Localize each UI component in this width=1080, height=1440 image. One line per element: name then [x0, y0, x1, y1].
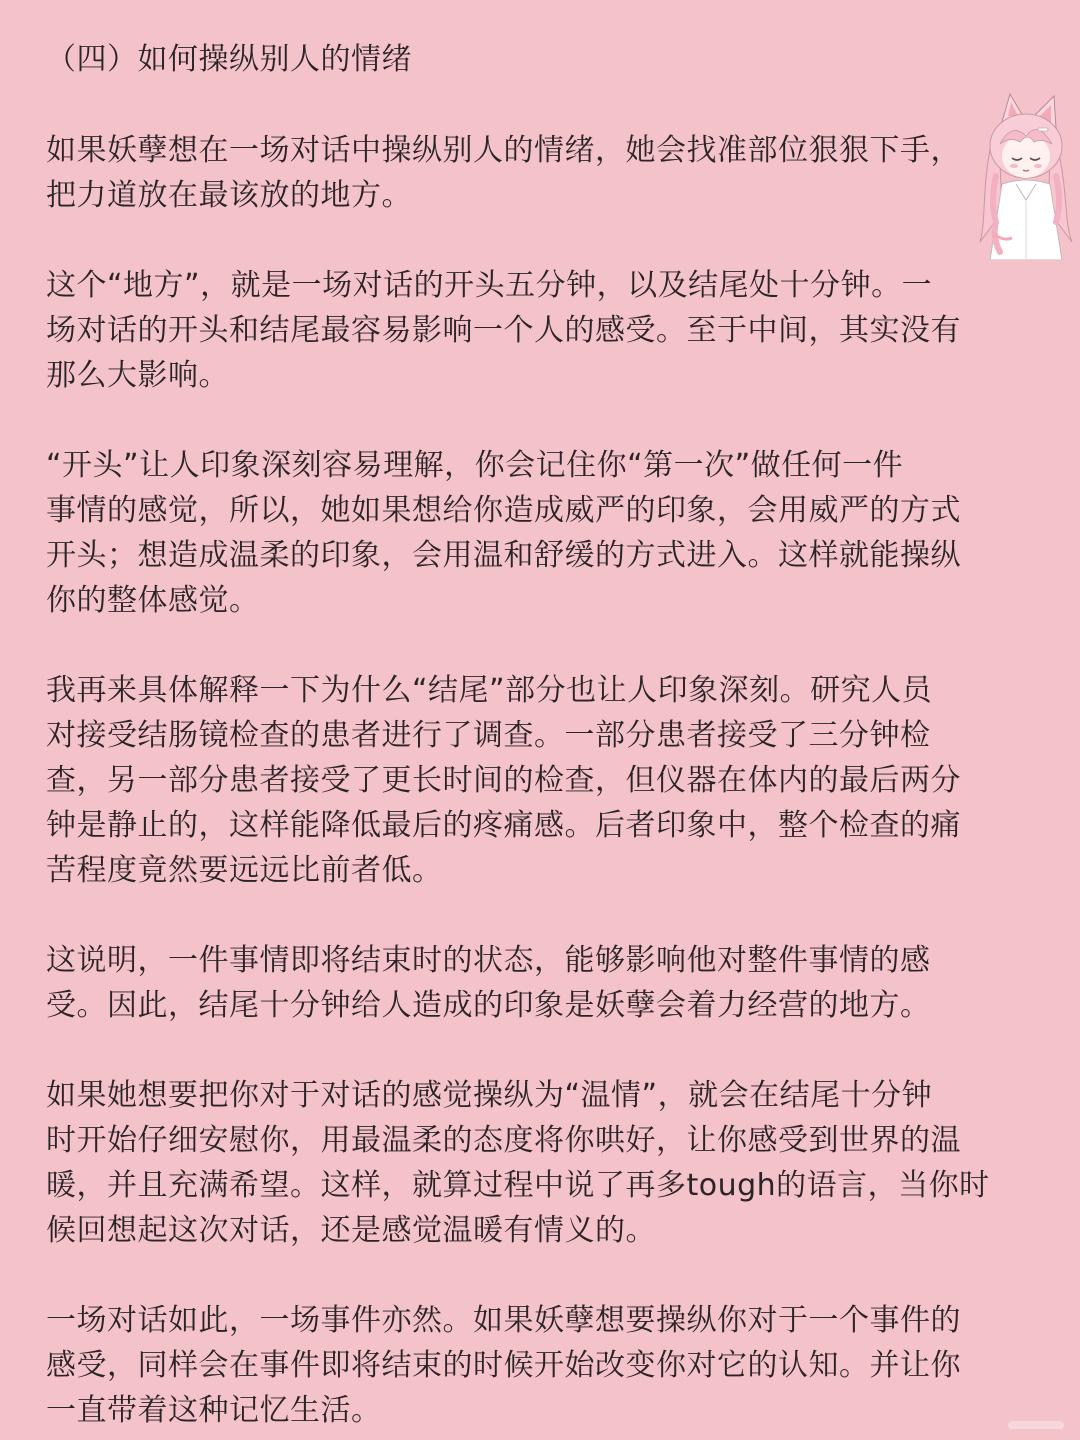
paragraph-2: 这个“地方”，就是一场对话的开头五分钟，以及结尾处十分钟。一 场对话的开头和结尾最容易影响一个人的感受。至于中间，其实没有 那么大影响。 — [46, 268, 961, 393]
paragraph-4: 我再来具体解释一下为什么“结尾”部分也让人印象深刻。研究人员 对接受结肠镜检查的患者进行了调查。一部分患者接受了三分钟检 查，另一部分患者接受了更长时间的检查，但仪器在体内的最后两分 钟是静止的，这样能降低最后的疼痛感。后者印象中，整个检查的痛 苦程度竟然要远远比前者低。 — [46, 673, 961, 888]
paragraph-6: 如果她想要把你对于对话的感觉操纵为“温情”，就会在结尾十分钟 时开始仔细安慰你，用最温柔的态度将你哄好，让你感受到世界的温 暖，并且充满希望。这样，就算过程中说了再多tough的语言，当你时 候回想起这次对话，还是感觉温暖有情义的。 — [46, 1078, 990, 1248]
anime-nurse-girl-icon — [972, 92, 1076, 260]
paragraph-1: 如果妖孽想在一场对话中操纵别人的情绪，她会找准部位狠狠下手， 把力道放在最该放的地方。 — [46, 133, 961, 213]
section-heading: （四）如何操纵别人的情绪 — [46, 42, 412, 77]
paragraph-7: 一场对话如此，一场事件亦然。如果妖孽想要操纵你对于一个事件的 感受，同样会在事件即将结束的时候开始改变你对它的认知。并让你 一直带着这种记忆生活。 — [46, 1303, 961, 1428]
paragraph-5: 这说明，一件事情即将结束时的状态，能够影响他对整件事情的感 受。因此，结尾十分钟给人造成的印象是妖孽会着力经营的地方。 — [46, 943, 931, 1023]
watermark-icon — [1006, 1418, 1066, 1432]
paragraph-3: “开头”让人印象深刻容易理解，你会记住你“第一次”做任何一件 事情的感觉，所以，她如果想给你造成威严的印象，会用威严的方式 开头；想造成温柔的印象，会用温和舒缓的方式进入。这样就能操纵 你的整体感觉。 — [46, 448, 961, 618]
